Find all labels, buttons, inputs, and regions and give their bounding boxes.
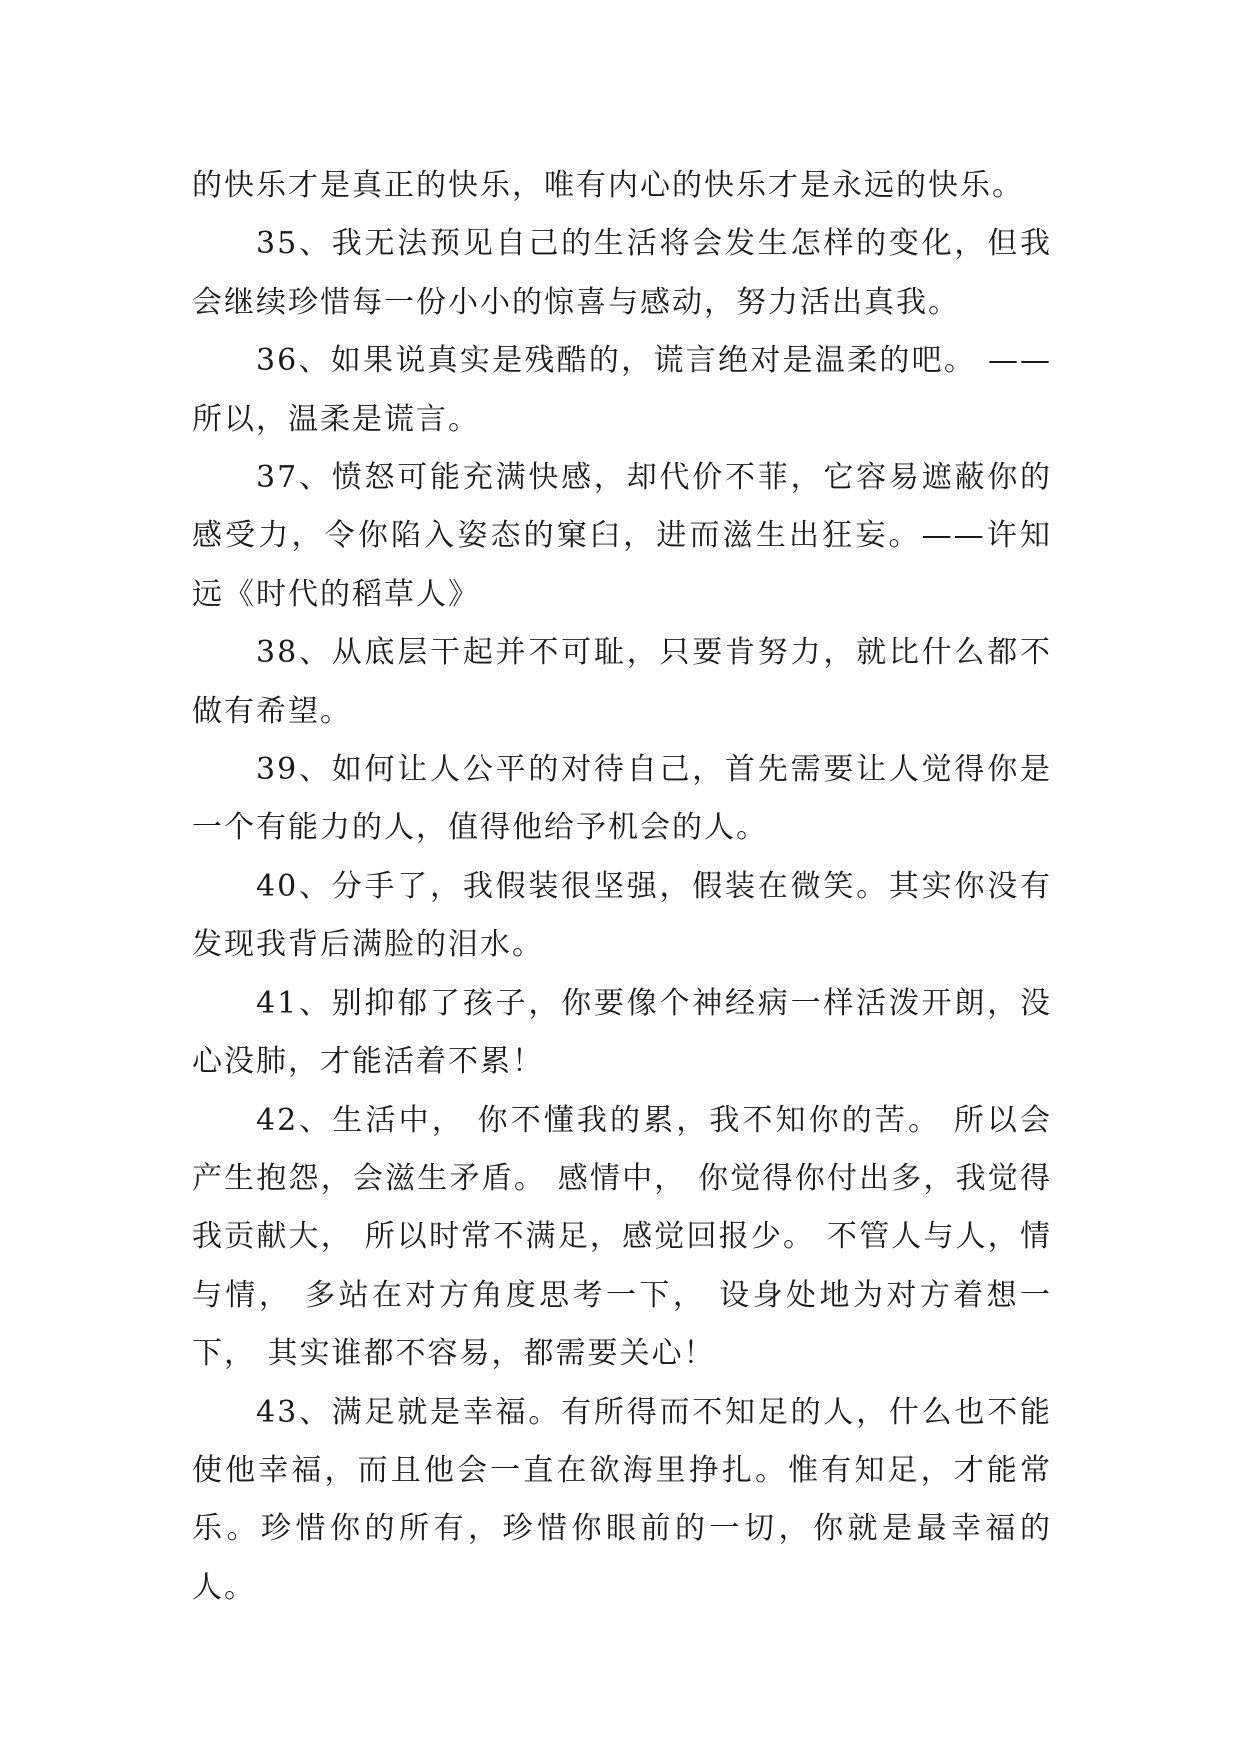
paragraph-quote-36: 36、如果说真实是残酷的，谎言绝对是温柔的吧。 ——所以，温柔是谎言。 bbox=[192, 343, 1052, 437]
paragraph-quote-41: 41、别抑郁了孩子，你要像个神经病一样活泼开朗，没心没肺，才能活着不累！ bbox=[192, 985, 1052, 1080]
paragraph-quote-39: 39、如何让人公平的对待自己，首先需要让人觉得你是一个有能力的人，值得他给予机会的人。 bbox=[192, 752, 1052, 846]
document-body bbox=[192, 157, 1052, 1617]
paragraph-quote-37: 37、愤怒可能充满快感，却代价不菲，它容易遮蔽你的感受力，令你陷入姿态的窠臼，进而滋生出狂妄。——许知远《时代的稻草人》 bbox=[192, 460, 1052, 612]
paragraph-continuation: 的快乐才是真正的快乐，唯有内心的快乐才是永远的快乐。 bbox=[192, 168, 1024, 203]
paragraph-quote-38: 38、从底层干起并不可耻，只要肯努力，就比什么都不做有希望。 bbox=[192, 635, 1052, 729]
paragraph-quote-40: 40、分手了，我假装很坚强，假装在微笑。其实你没有发现我背后满脸的泪水。 bbox=[192, 868, 1052, 963]
paragraph-quote-35: 35、我无法预见自己的生活将会发生怎样的变化，但我会继续珍惜每一份小小的惊喜与感动，努力活出真我。 bbox=[192, 226, 1052, 320]
paragraph-quote-43: 43、满足就是幸福。有所得而不知足的人，什么也不能使他幸福，而且他会一直在欲海里挣扎。惟有知足，才能常乐。珍惜你的所有，珍惜你眼前的一切，你就是最幸福的人。 bbox=[192, 1394, 1052, 1605]
paragraph-quote-42: 42、生活中， 你不懂我的累，我不知你的苦。 所以会产生抱怨，会滋生矛盾。 感情中， 你觉得你付出多，我觉得我贡献大， 所以时常不满足，感觉回报少。 不管人与人，情与情， 多站在对方角度思考一下， 设身处地为对方着想一下， 其实谁都不容易，都需要关心！ bbox=[192, 1102, 1052, 1372]
